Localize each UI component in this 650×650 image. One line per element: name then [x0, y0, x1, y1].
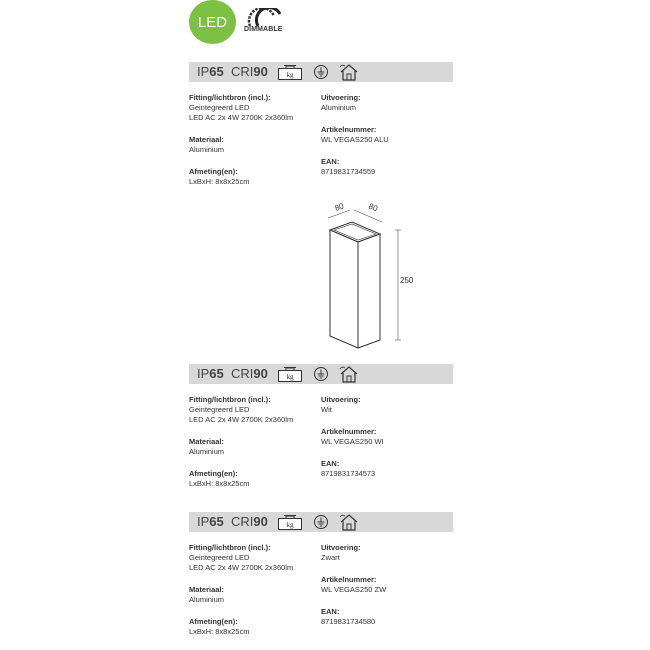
- finish-label: Uitvoering:: [321, 93, 361, 102]
- finish-value: Zwart: [321, 553, 340, 562]
- ean-value: 8719831734580: [321, 617, 376, 626]
- fitting-value-line2: LED AC 2x 4W 2700K 2x360lm: [189, 563, 294, 572]
- ground-icon: [313, 366, 329, 382]
- dimensions-label: Afmeting(en):: [189, 167, 238, 176]
- spec-bar: [189, 364, 453, 384]
- ean-value: 8719831734559: [321, 167, 376, 176]
- dimmable-badge: [244, 8, 290, 38]
- article-label: Artikelnummer:: [321, 427, 377, 436]
- finish-label: Uitvoering:: [321, 543, 361, 552]
- finish-label: Uitvoering:: [321, 395, 361, 404]
- variant-2-right-column: [321, 395, 384, 479]
- indoor-use-icon: [339, 365, 359, 383]
- svg-text:kg: kg: [286, 521, 294, 529]
- ip-rating: IP65: [197, 64, 224, 79]
- dimmable-label: DIMMABLE: [244, 26, 283, 33]
- ean-label: EAN:: [321, 607, 340, 616]
- variant-1-left-column: [189, 93, 293, 187]
- fitting-label: Fitting/lichtbron (incl.):: [189, 543, 271, 552]
- article-label: Artikelnummer:: [321, 125, 377, 134]
- indoor-use-icon: [339, 513, 359, 531]
- weight-icon: [277, 365, 303, 383]
- ground-icon: [313, 514, 329, 530]
- material-label: Materiaal:: [189, 585, 225, 594]
- variant-3-left-column: [189, 543, 293, 637]
- material-value: Aluminium: [189, 447, 225, 456]
- spec-bar: [189, 62, 453, 82]
- dimensions-value: LxBxH: 8x8x25cm: [189, 479, 250, 488]
- fitting-value-line1: Geintegreerd LED: [189, 103, 250, 112]
- ean-label: EAN:: [321, 157, 340, 166]
- ean-value: 8719831734573: [321, 469, 376, 478]
- weight-icon: [277, 513, 303, 531]
- dimensions-label: Afmeting(en):: [189, 617, 238, 626]
- ean-label: EAN:: [321, 459, 340, 468]
- article-value: WL VEGAS250 ZW: [321, 585, 387, 594]
- ground-icon: [313, 64, 329, 80]
- article-value: WL VEGAS250 ALU: [321, 135, 389, 144]
- dimensions-value: LxBxH: 8x8x25cm: [189, 177, 250, 186]
- product-dimension-drawing: [318, 196, 418, 352]
- width-label: 80: [333, 201, 346, 213]
- fitting-value-line1: Geintegreerd LED: [189, 553, 250, 562]
- indoor-use-icon: [339, 63, 359, 81]
- variant-2-left-column: [189, 395, 293, 489]
- led-badge: [189, 0, 236, 44]
- variant-3-right-column: [321, 543, 386, 627]
- cri-rating: CRI90: [231, 514, 268, 529]
- article-value: WL VEGAS250 WI: [321, 437, 384, 446]
- dimmable-icon: [244, 8, 290, 28]
- fitting-label: Fitting/lichtbron (incl.):: [189, 395, 271, 404]
- material-value: Aluminium: [189, 145, 225, 154]
- fitting-label: Fitting/lichtbron (incl.):: [189, 93, 271, 102]
- cri-rating: CRI90: [231, 366, 268, 381]
- fitting-value-line2: LED AC 2x 4W 2700K 2x360lm: [189, 415, 294, 424]
- cri-rating: CRI90: [231, 64, 268, 79]
- svg-text:kg: kg: [286, 71, 294, 79]
- fitting-value-line2: LED AC 2x 4W 2700K 2x360lm: [189, 113, 294, 122]
- ip-rating: IP65: [197, 514, 224, 529]
- weight-icon: [277, 63, 303, 81]
- fitting-value-line1: Geintegreerd LED: [189, 405, 250, 414]
- depth-label: 80: [367, 201, 379, 214]
- material-label: Materiaal:: [189, 135, 225, 144]
- variant-1-right-column: [321, 93, 389, 177]
- material-label: Materiaal:: [189, 437, 225, 446]
- finish-value: Aluminium: [321, 103, 357, 112]
- spec-bar: [189, 512, 453, 532]
- finish-value: Wit: [321, 405, 332, 414]
- height-label: 250: [400, 276, 414, 285]
- dimensions-label: Afmeting(en):: [189, 469, 238, 478]
- ip-rating: IP65: [197, 366, 224, 381]
- material-value: Aluminium: [189, 595, 225, 604]
- article-label: Artikelnummer:: [321, 575, 377, 584]
- dimensions-value: LxBxH: 8x8x25cm: [189, 627, 250, 636]
- led-label: LED: [197, 13, 228, 31]
- svg-text:kg: kg: [286, 373, 294, 381]
